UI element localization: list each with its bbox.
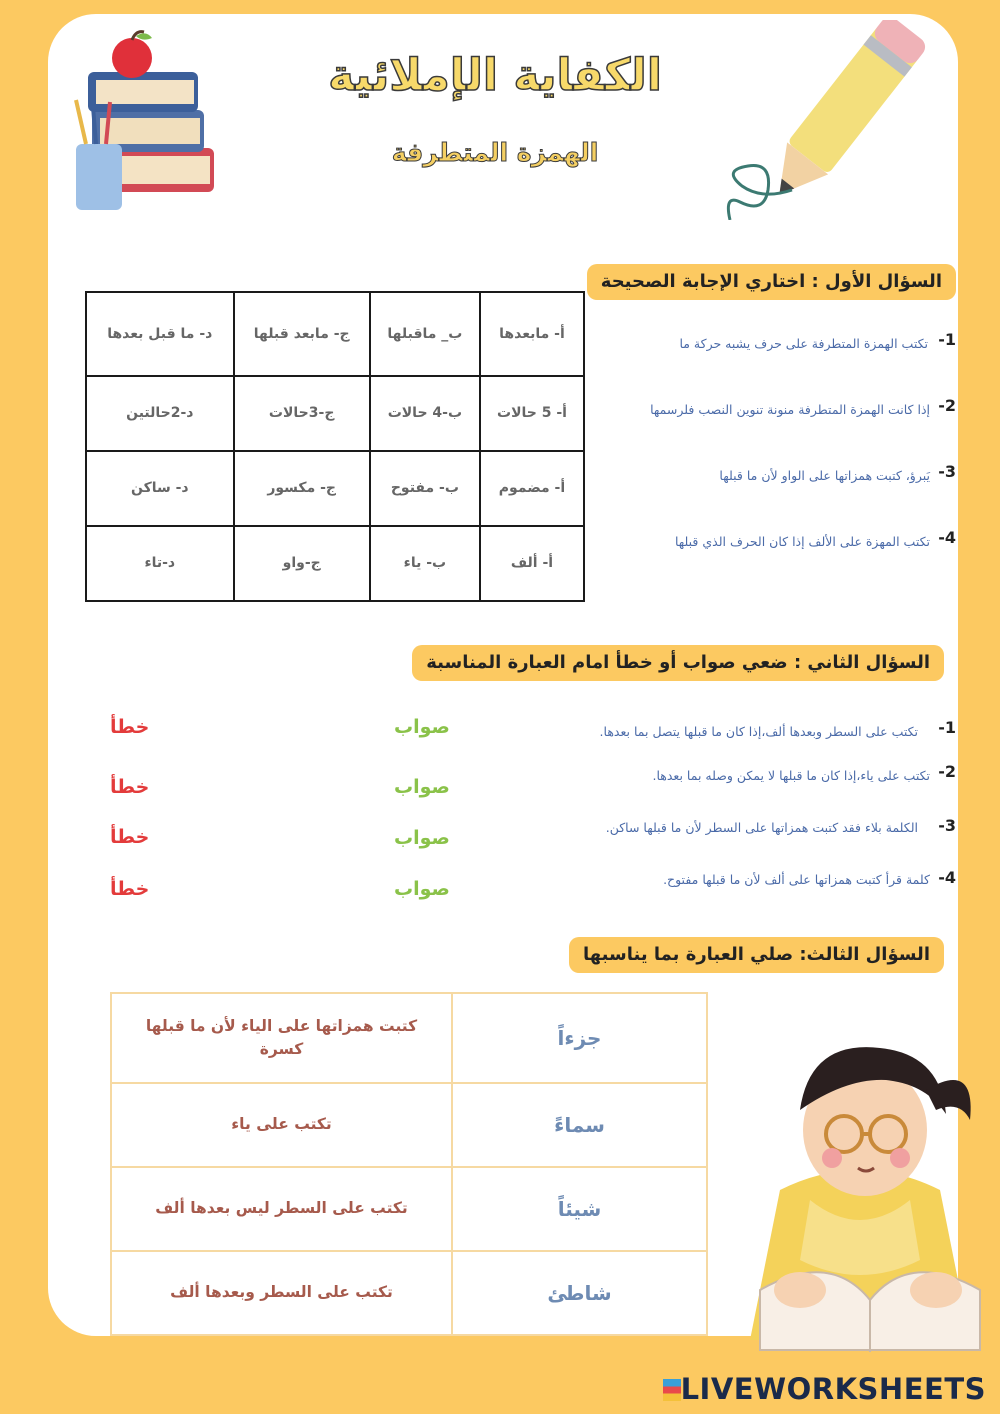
false-option[interactable]: خطأ xyxy=(110,826,150,848)
option-cell[interactable]: ج- مكسور xyxy=(234,451,370,526)
q2-item-number: -1 xyxy=(938,718,956,737)
logo-mark-icon xyxy=(663,1379,681,1401)
books-illustration xyxy=(66,28,226,220)
q1-item-number: -3 xyxy=(938,462,956,481)
logo-text: LIVEWORKSHEETS xyxy=(680,1372,986,1406)
q2-item-text: تكتب على ياء،إذا كان ما قبلها لا يمكن وصله بما بعدها. xyxy=(652,768,930,783)
q1-item-text: تكتب المهزة على الألف إذا كان الحرف الذي قبلها xyxy=(674,534,930,549)
option-cell[interactable]: أ- مضموم xyxy=(480,451,584,526)
option-cell[interactable]: د- ما قبل بعدها xyxy=(86,292,234,376)
option-cell[interactable]: ج-3حالات xyxy=(234,376,370,451)
false-option[interactable]: خطأ xyxy=(110,716,150,738)
q1-item-text: يَبرؤ، كتبت همزاتها على الواو لأن ما قبلها xyxy=(719,468,930,483)
option-cell[interactable]: أ- 5 حالات xyxy=(480,376,584,451)
true-option[interactable]: صواب xyxy=(394,716,450,738)
match-word[interactable]: جزءاً xyxy=(452,993,707,1083)
q2-item-number: -3 xyxy=(938,816,956,835)
false-option[interactable]: خطأ xyxy=(110,878,150,900)
q2-item-text: الكلمة بلاء فقد كتبت همزاتها على السطر لأن ما قبلها ساكن. xyxy=(605,820,918,835)
q2-item-number: -4 xyxy=(938,868,956,887)
liveworksheets-logo xyxy=(663,1372,986,1406)
option-cell[interactable]: ج-واو xyxy=(234,526,370,601)
option-cell[interactable]: د-2حالتين xyxy=(86,376,234,451)
match-description[interactable]: تكتب على ياء xyxy=(111,1083,452,1167)
q1-item xyxy=(938,528,956,547)
q2-title: السؤال الثاني : ضعي صواب أو خطأ امام العبارة المناسبة xyxy=(412,645,944,681)
option-cell[interactable]: د- ساكن xyxy=(86,451,234,526)
option-cell[interactable]: أ- مابعدها xyxy=(480,292,584,376)
match-description[interactable]: كتبت همزاتها على الياء لأن ما قبلها كسرة xyxy=(111,993,452,1083)
option-cell[interactable]: ب_ ماقبلها xyxy=(370,292,480,376)
pencil-illustration xyxy=(710,20,940,220)
q1-item xyxy=(938,396,956,415)
match-description[interactable]: تكتب على السطر ليس بعدها ألف xyxy=(111,1167,452,1251)
q3-title: السؤال الثالث: صلي العبارة بما يناسبها xyxy=(569,937,944,973)
q1-item-text: إذا كانت الهمزة المتطرفة منونة تنوين النصب فلرسمها xyxy=(650,402,930,417)
option-cell[interactable]: د-تاء xyxy=(86,526,234,601)
true-option[interactable]: صواب xyxy=(394,878,450,900)
q1-item-number: -4 xyxy=(938,528,956,547)
q2-item-text: كلمة قرأ كتبت همزاتها على ألف لأن ما قبلها مفتوح. xyxy=(663,872,930,887)
true-option[interactable]: صواب xyxy=(394,776,450,798)
match-word[interactable]: شاطئ xyxy=(452,1251,707,1335)
q1-item xyxy=(938,330,956,349)
option-cell[interactable]: ب- مفتوح xyxy=(370,451,480,526)
q1-item-number: -1 xyxy=(938,330,956,349)
q3-match-table xyxy=(110,992,708,1336)
page-subtitle: الهمزة المتطرفة xyxy=(391,138,599,167)
false-option[interactable]: خطأ xyxy=(110,776,150,798)
q2-item-text: تكتب على السطر وبعدها ألف،إذا كان ما قبلها يتصل بما بعدها. xyxy=(599,724,918,739)
q1-options-table xyxy=(85,291,585,602)
option-cell[interactable]: أ- ألف xyxy=(480,526,584,601)
option-cell[interactable]: ب- ياء xyxy=(370,526,480,601)
option-cell[interactable]: ب-4 حالات xyxy=(370,376,480,451)
q1-title: السؤال الأول : اختاري الإجابة الصحيحة xyxy=(587,264,956,300)
girl-reading-illustration xyxy=(740,1040,990,1364)
option-cell[interactable]: ج- مابعد قبلها xyxy=(234,292,370,376)
page-title: الكفاية الإملائية xyxy=(328,50,662,101)
true-option[interactable]: صواب xyxy=(394,827,450,849)
q1-item-text: تكتب الهمزة المتطرفة على حرف يشبه حركة ما xyxy=(679,336,928,351)
q1-item-number: -2 xyxy=(938,396,956,415)
match-word[interactable]: سماءً xyxy=(452,1083,707,1167)
q1-item xyxy=(938,462,956,481)
q2-item-number: -2 xyxy=(938,762,956,781)
match-description[interactable]: تكتب على السطر وبعدها ألف xyxy=(111,1251,452,1335)
match-word[interactable]: شيئاً xyxy=(452,1167,707,1251)
